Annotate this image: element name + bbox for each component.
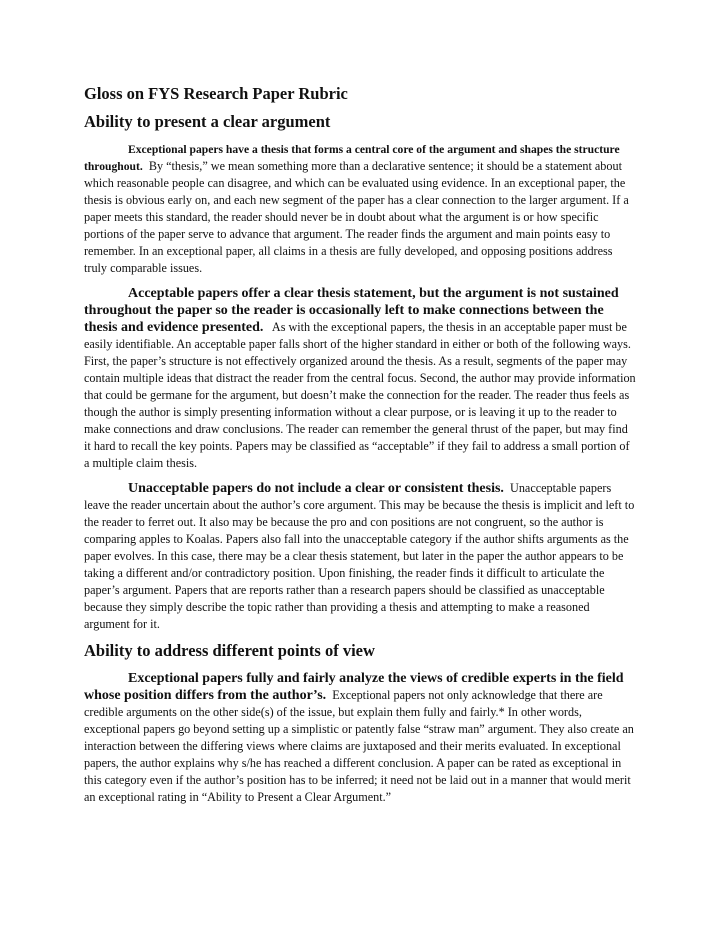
paragraph-body: Unacceptable papers leave the reader uncertain about the author’s core argument. This may be because the thesis is implicit and left to the reader to ferret out. It also may be because the pro and con positions are not congruent, so the author is comparing apples to Koalas. Papers also fall into the unacceptable category if the author shifts arguments as the paper evolves. In this case, there may be a clear thesis statement, but later in the paper the author appears to be taking a different and/or contradictory position. Upon finishing, the reader finds it difficult to articulate the paper’s argument. Papers that are reports rather than a research papers should be classified as unacceptable because they simply describe the topic rather than providing a thesis and attempting to make a reasoned argument for it.: [84, 481, 635, 631]
section-heading-points-of-view: Ability to address different points of view: [84, 641, 375, 660]
document-title: Gloss on FYS Research Paper Rubric: [84, 84, 348, 103]
section-heading-clear-argument: Ability to present a clear argument: [84, 112, 331, 131]
paragraph-body: As with the exceptional papers, the thesis in an acceptable paper must be easily identifiable. An acceptable paper falls short of the higher standard in either or both of the following ways. First, the paper’s structure is not effectively organized around the thesis. As a result, segments of the paper may contain multiple ideas that distract the reader from the central focus. Second, the author may provide information that could be germane for the argument, but doesn’t make the connection for the reader. The reader thus feels as though the author is simply presenting information without a clear purpose, or is leaving it up to the reader to make connections and draw conclusions. The reader can remember the general thrust of the paper, but may find it hard to recall the key points. Papers may be classified as “acceptable” if they fail to address a small portion of a multiple claim thesis.: [84, 320, 636, 470]
paragraph-lead: Exceptional papers have a thesis that forms a central core of the argument and shapes the structure throughout.: [84, 143, 620, 173]
paragraph-unacceptable-argument: [84, 480, 636, 633]
paragraph-acceptable-argument: [84, 285, 636, 472]
paragraph-lead: Acceptable papers offer a clear thesis statement, but the argument is not sustained throughout the paper so the reader is occasionally left to make connections between the thesis and evidence presented.: [84, 286, 619, 335]
paragraph-exceptional-views: [84, 670, 636, 806]
paragraph-body: By “thesis,” we mean something more than a declarative sentence; it should be a statement about which reasonable people can disagree, and which can be evaluated using evidence. In an exceptional paper, the thesis is obvious early on, and each new segment of the paper has a clear connection to the larger argument. If a paper meets this standard, the reader should never be in doubt about what the argument is or how specific portions of the paper serve to advance that argument. The reader finds the argument and main points easy to remember. In an exceptional paper, all claims in a thesis are fully developed, and opposing positions address truly comparable issues.: [84, 159, 629, 275]
paragraph-body: Exceptional papers not only acknowledge that there are credible arguments on the other side(s) of the issue, but explain them fully and fairly.* In other words, exceptional papers go beyond setting up a simplistic or patently false “straw man” argument. They also create an interaction between the differing views where claims are juxtaposed and their merits evaluated. In exceptional papers, the author explains why s/he has reached a different conclusion. A paper can be rated as exceptional in this category even if the author’s position has to be inferred; it need not be laid out in a manner that would merit an exceptional rating in “Ability to Present a Clear Argument.”: [84, 688, 634, 804]
paragraph-lead: Exceptional papers fully and fairly analyze the views of credible experts in the field whose position differs from the author’s.: [84, 671, 624, 703]
paragraph-lead: Unacceptable papers do not include a clear or consistent thesis.: [128, 481, 504, 496]
paragraph-exceptional-argument: [84, 141, 636, 277]
